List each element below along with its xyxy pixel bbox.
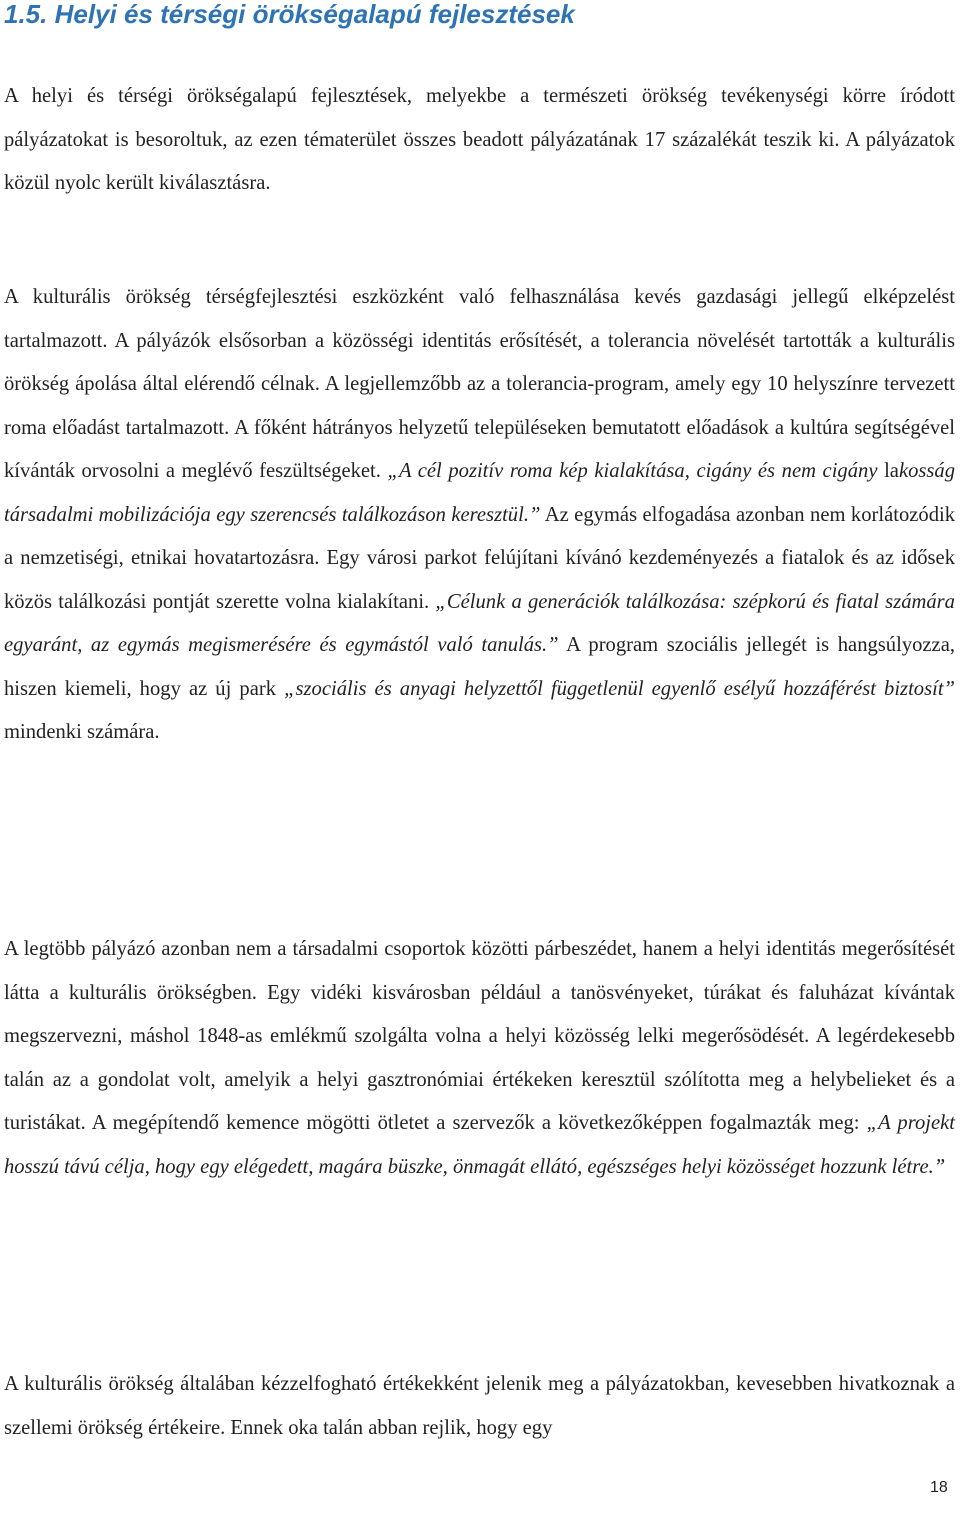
paragraph-text: Az egymás elfogadása azonban nem korlátozódik a nemzetiségi, etnikai hovatartozásra. Egy városi parkot felújítani kívánó kezdeményezés a fiatalok és az idősek közös találkozási pontját szerette volna kialakítani. — [4, 503, 956, 613]
paragraph-tangible-values: A kulturális örökség általában kézzelfogható értékekként jelenik meg a pályázatokban, kevesebben hivatkoznak a szellemi örökség értékeire. Ennek oka talán abban rejlik, hogy egy — [4, 1373, 955, 1439]
paragraph-text: A kulturális örökség térségfejlesztési eszközként való felhasználása kevés gazdasági jellegű elképzelést tartalmazott. A pályázók elsősorban a közösségi identitás erősítését, a tolerancia növelését tartották a kulturális örökség ápolása által elérendő célnak. A legjellemzőbb az a tolerancia-program, amely egy 10 helyszínre tervezett roma előadást tartalmazott. A főként hátrányos helyzetű településeken bemutatott előadások a kultúra segítségével kívánták orvosolni a meglévő feszültségeket. — [4, 286, 955, 482]
quote-roma-image-cont: kosság társadalmi mobilizációja egy szerencsés találkozáson keresztül.” — [4, 460, 955, 526]
paragraph-text: la — [884, 460, 899, 482]
quote-project-goal: „A projekt hosszú távú célja, hogy egy elégedett, magára büszke, önmagát ellátó, egészséges helyi közösséget hozzunk létre.” — [4, 1112, 955, 1178]
quote-roma-image: „A cél pozitív roma kép kialakítása, cigány és nem cigány — [387, 460, 878, 482]
section-heading: 1.5. Helyi és térségi örökségalapú fejlesztések — [4, 0, 575, 29]
page-number: 18 — [930, 1479, 948, 1496]
paragraph-intro: A helyi és térségi örökségalapú fejlesztések, melyekbe a természeti örökség tevékenységi körre íródott pályázatokat is besoroltuk, az ezen tématerület összes beadott pályázatának 17 százalékát teszik ki. A pályázatok közül nyolc került kiválasztásra. — [4, 85, 955, 194]
paragraph-text: A program szociális jellegét is hangsúlyozza, hiszen kiemeli, hogy az új park — [4, 634, 955, 700]
paragraph-text: A legtöbb pályázó azonban nem a társadalmi csoportok közötti párbeszédet, hanem a helyi identitás megerősítését látta a kulturális örökségben. Egy vidéki kisvárosban például a tanösvényeket, túrákat és faluházat kívántak megszervezni, máshol 1848-as emlékmű szolgálta volna a helyi közösség lelki megerősödését. A legérdekesebb talán az a gondolat volt, amelyik a helyi gasztronómiai értékeken keresztül szólította meg a helybelieket és a turistákat. A megépítendő kemence mögötti ötletet a szervezők a következőképpen fogalmazták meg: — [4, 938, 955, 1134]
quote-social-access: „szociális és anyagi helyzettől függetlenül egyenlő esélyű hozzáférést biztosít” — [284, 677, 955, 700]
paragraph-cultural-heritage — [4, 276, 955, 755]
paragraph-text: mindenki számára. — [4, 721, 160, 743]
paragraph-local-identity — [4, 928, 955, 1189]
quote-generations: „Célunk a generációk találkozása: szépkorú és fiatal számára egyaránt, az egymás megismerésére és egymástól való tanulás.” — [4, 590, 955, 656]
